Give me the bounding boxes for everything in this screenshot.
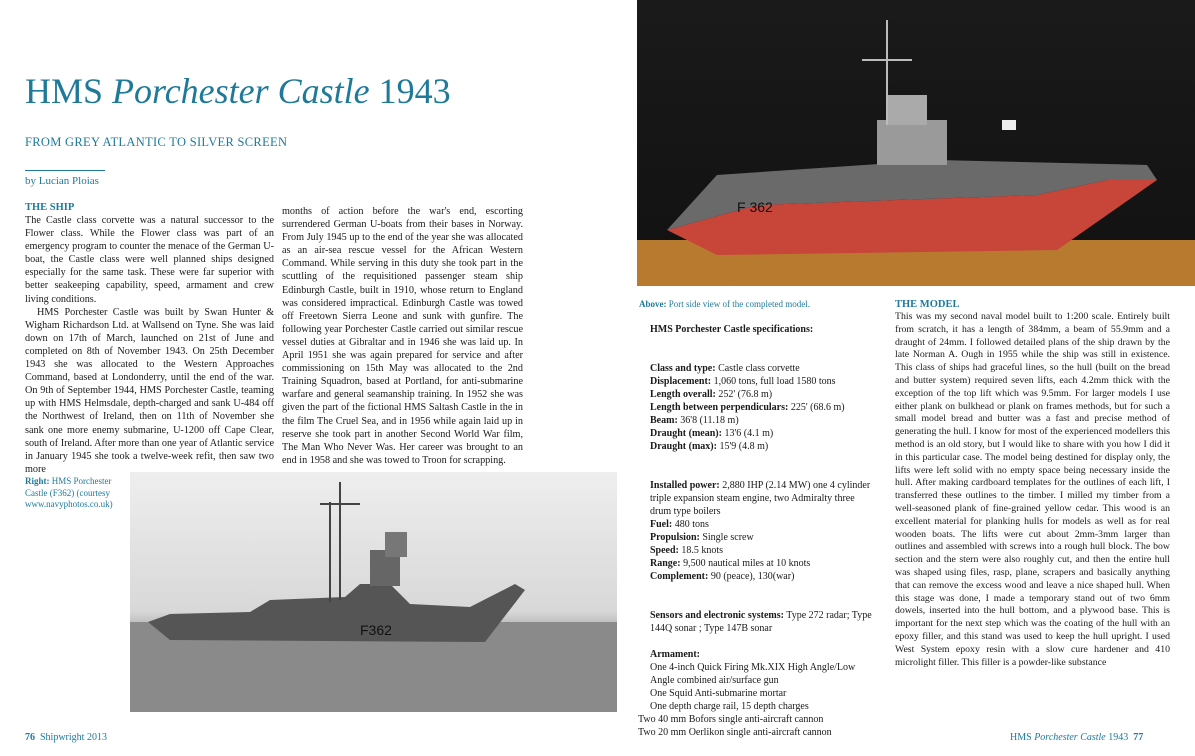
- ship-column-1: [25, 201, 274, 476]
- model-heading: THE MODEL: [895, 299, 960, 310]
- spec-row: Length between perpendiculars: 225' (68.6 m): [650, 402, 845, 413]
- model-paragraph: This was my second naval model built to 1:200 scale. Entirely built from scratch, it has a length of 384mm, a beam of 55.9mm and a draught of 24mm. I followed detailed plans of the ship drawn by the late Norman A. Ough in 1955 while the ship was still in existence. This class of ships had graceful lines, so the hull (built on the bread and butter system) required seven lifts, each 4.2mm thick with the exception of the top lift which was 9.5mm. For larger models I use either plank on bulkhead or plank on frames methods, but for such a small model bread and butter was a fast and precise method of generating the hull. I know for most of the experienced modellers this method is an old story, but I would like to share with you how I did it in this particular case. The model being destined for display only, the lifts were left solid with no empty space being necessary inside the hull. After making cardboard templates for the outlines of each lift, I transferred these outlines to the timber. I milled my timber from a well-seasoned plank of fine-grained yellow cedar. This wood is an excellent material for planking hulls for models as well as for real wooden boats. The lifts were cut about 2mm-3mm larger than outlines and assembled with screws into a rough hull block. The bow section and the stern were also roughly cut, and then the entire hull was shaped using files, rasp, plane, scrapers and basically anything that can remove the excess wood and leave a nice shaped hull. When this stage was done, I made a temporary stand out of two 6mm dowels, inserted into the hull bottom, and a plywood base. This is important for the next step which was the coating of the hull with an epoxy filler, and this stand was used to keep the hull upright. I used West System epoxy resin with a slow cure hardener and 410 microlight filler. This filler is a powder-like substance: [895, 311, 1170, 668]
- ship-silhouette: [130, 472, 617, 712]
- armament-item: Two 20 mm Oerlikon single anti-aircraft cannon: [638, 727, 832, 738]
- ship-heading: THE SHIP: [25, 202, 75, 213]
- armament-item: One Squid Anti-submarine mortar: [650, 688, 787, 699]
- caption-above: Above: Port side view of the completed model.: [639, 299, 810, 309]
- article-subtitle: FROM GREY ATLANTIC TO SILVER SCREEN: [25, 135, 288, 149]
- spec-row: Draught (max): 15'9 (4.8 m): [650, 441, 769, 452]
- spec-row: Length overall: 252' (76.8 m): [650, 389, 773, 400]
- spec-heading: HMS Porchester Castle specifications:: [650, 324, 814, 335]
- spec-row: Speed: 18.5 knots: [650, 545, 724, 556]
- model-hull-number: F 362: [737, 199, 773, 215]
- ship-paragraph: The Castle class corvette was a natural successor to the Flower class. While the Flower class was part of an emergency program to counter the menace of the German U-boat, the Castle class were well planned ships designed especially for the same task. These were far superior with better seakeeping capability, speed, armament and crew living conditions.: [25, 215, 274, 305]
- spec-row: Fuel: 480 tons: [650, 519, 709, 530]
- footer-right: HMS Porchester Castle 1943 77: [1010, 732, 1144, 743]
- armament-item: One depth charge rail, 15 depth charges: [650, 701, 809, 712]
- spec-row: Range: 9,500 nautical miles at 10 knots: [650, 558, 811, 569]
- spec-row: Class and type: Castle class corvette: [650, 363, 800, 374]
- article-title: HMS Porchester Castle 1943: [25, 71, 451, 111]
- historic-ship-photo: [130, 472, 617, 712]
- ship-paragraph: HMS Porchester Castle was built by Swan Hunter & Wigham Richardson Ltd. at Wallsend on Tyne. She was laid down on 17th of March, launched on 21st of June and completed on 8th of November 1943. On 25th December 1943 she was allocated to the Western Approaches Command, based at Londonderry, until the end of the war. On 9th of September 1944, HMS Porchester Castle, teaming up with HMS Helmsdale, depth-charged and sank U-484 off the Northwest of Ireland, then on 11th of November she sank one more enemy submarine, U-1200 off Cape Clear, south of Ireland. After more than one year of Atlantic service in January 1945 she took a twelve-week refit, then saw two more: [25, 306, 274, 475]
- spec-row: Installed power: 2,880 IHP (2.14 MW) one 4 cylinder triple expansion steam engine, two Admiralty three drum type boilers: [650, 480, 871, 517]
- spec-armament-heading: Armament:: [650, 649, 700, 660]
- spec-row: Propulsion: Single screw: [650, 532, 754, 543]
- model-column: [895, 298, 1170, 669]
- spec-row: Beam: 36'8 (11.18 m): [650, 415, 739, 426]
- model-photo: [637, 0, 1195, 286]
- ship-paragraph: months of action before the war's end, escorting surrendered German U-boats from their bases in Norway. From July 1945 up to the end of the year she was allocated as an air-sea rescue vessel for the African Western Command. While serving in this duty she took part in the scuttling of the requisitioned passenger steam ship Edinburgh Castle, built in 1910, whose return to England was considered impractical. Edinburgh Castle was towed off Freetown Sierra Leone and sunk with gunfire. The following year Porchester Castle carried out similar rescue vessel duties at Gibraltar and in 1946 she was laid up. In April 1951 she was again prepared for service and after commissioning on 15th May was allocated to the 2nd Training Squadron, based at Portland, for anti-submarine warfare and general seamanship training. In 1952 she was given the part of the fictional HMS Saltash Castle in the in the film The Cruel Sea, and in 1956 while again laid up in reserve she took part in another Second World War film, The Man Who Never Was. Her career was brought to an end in 1958 and she was towed to Troon for scrapping.: [282, 206, 523, 466]
- armament-item: One 4-inch Quick Firing Mk.XIX High Angle/Low Angle combined air/surface gun: [650, 662, 856, 686]
- spec-row: Draught (mean): 13'6 (4.1 m): [650, 428, 774, 439]
- footer-left: 76 Shipwright 2013: [25, 732, 107, 743]
- spec-row: Displacement: 1,060 tons, full load 1580 tons: [650, 376, 836, 387]
- caption-right: Right: HMS Porchester Castle (F362) (courtesy www.navyphotos.co.uk): [25, 476, 113, 509]
- armament-item: Two 40 mm Bofors single anti-aircraft cannon: [638, 714, 824, 725]
- ship-column-2: [282, 205, 523, 467]
- spec-sensors: Sensors and electronic systems: Type 272 radar; Type 144Q sonar ; Type 147B sonar: [650, 610, 872, 634]
- model-ship-drawing: [637, 0, 1195, 286]
- spec-row: Complement: 90 (peace), 130(war): [650, 571, 795, 582]
- hull-number-label: F362: [360, 622, 392, 638]
- specifications-box: [638, 323, 875, 739]
- byline: by Lucian Ploias: [25, 170, 105, 187]
